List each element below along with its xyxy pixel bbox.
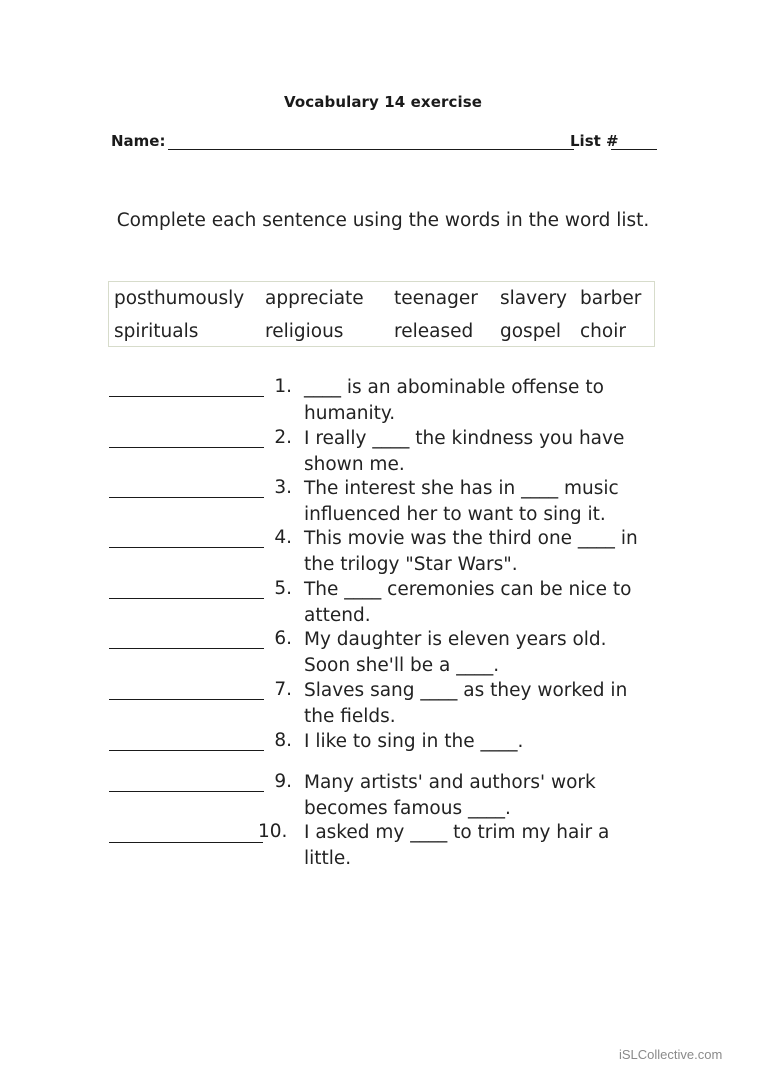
name-label: Name: [111,132,166,150]
question-text: ____ is an abominable offense to humanity. [304,377,604,424]
word-list-item: released [394,321,474,342]
question-number: 6. [274,628,292,649]
question-text: Slaves sang ____ as they worked in the fields. [304,680,628,727]
answer-blank-line[interactable] [109,648,264,649]
answer-blank-line[interactable] [109,791,264,792]
name-blank-line[interactable] [168,149,574,150]
question-text: The interest she has in ____ music influenced her to want to sing it. [304,478,619,525]
word-list-item: spirituals [114,321,199,342]
question-number: 3. [274,477,292,498]
question-text: I really ____ the kindness you have shown me. [304,428,625,475]
answer-blank-line[interactable] [109,396,264,397]
answer-blank-line[interactable] [109,447,264,448]
word-list-item: gospel [500,321,561,342]
name-row [111,132,657,154]
word-list-item: choir [580,321,626,342]
question-number: 1. [274,376,292,397]
site-watermark: iSLCollective.com [619,1047,723,1062]
answer-blank-line[interactable] [109,750,264,751]
question-number: 9. [274,771,292,792]
word-list-item: barber [580,288,642,309]
question-number: 4. [274,527,292,548]
question-text: This movie was the third one ____ in the trilogy "Star Wars". [304,528,638,575]
answer-blank-line[interactable] [109,699,264,700]
word-list-item: religious [265,321,344,342]
word-list-item: posthumously [114,288,245,309]
list-number-blank-line[interactable] [611,149,657,150]
word-list-item: appreciate [265,288,364,309]
question-number: 10. [258,821,288,842]
question-text: Many artists' and authors' work becomes famous ____. [304,772,596,819]
worksheet-title: Vocabulary 14 exercise [283,93,483,111]
question-number: 8. [274,730,292,751]
answer-blank-line[interactable] [109,598,264,599]
word-list-item: teenager [394,288,478,309]
list-number-label: List # [570,132,619,150]
instructions: Complete each sentence using the words in the word list. [116,210,650,231]
question-number: 7. [274,679,292,700]
question-number: 5. [274,578,292,599]
question-number: 2. [274,427,292,448]
answer-blank-line[interactable] [109,497,264,498]
question-text: The ____ ceremonies can be nice to attend. [304,579,632,626]
question-text: I asked my ____ to trim my hair a little. [304,822,610,869]
question-text: My daughter is eleven years old. Soon she'll be a ____. [304,629,607,676]
question-text: I like to sing in the ____. [304,731,524,752]
answer-blank-line[interactable] [109,547,264,548]
answer-blank-line[interactable] [109,842,263,843]
word-list-item: slavery [500,288,567,309]
